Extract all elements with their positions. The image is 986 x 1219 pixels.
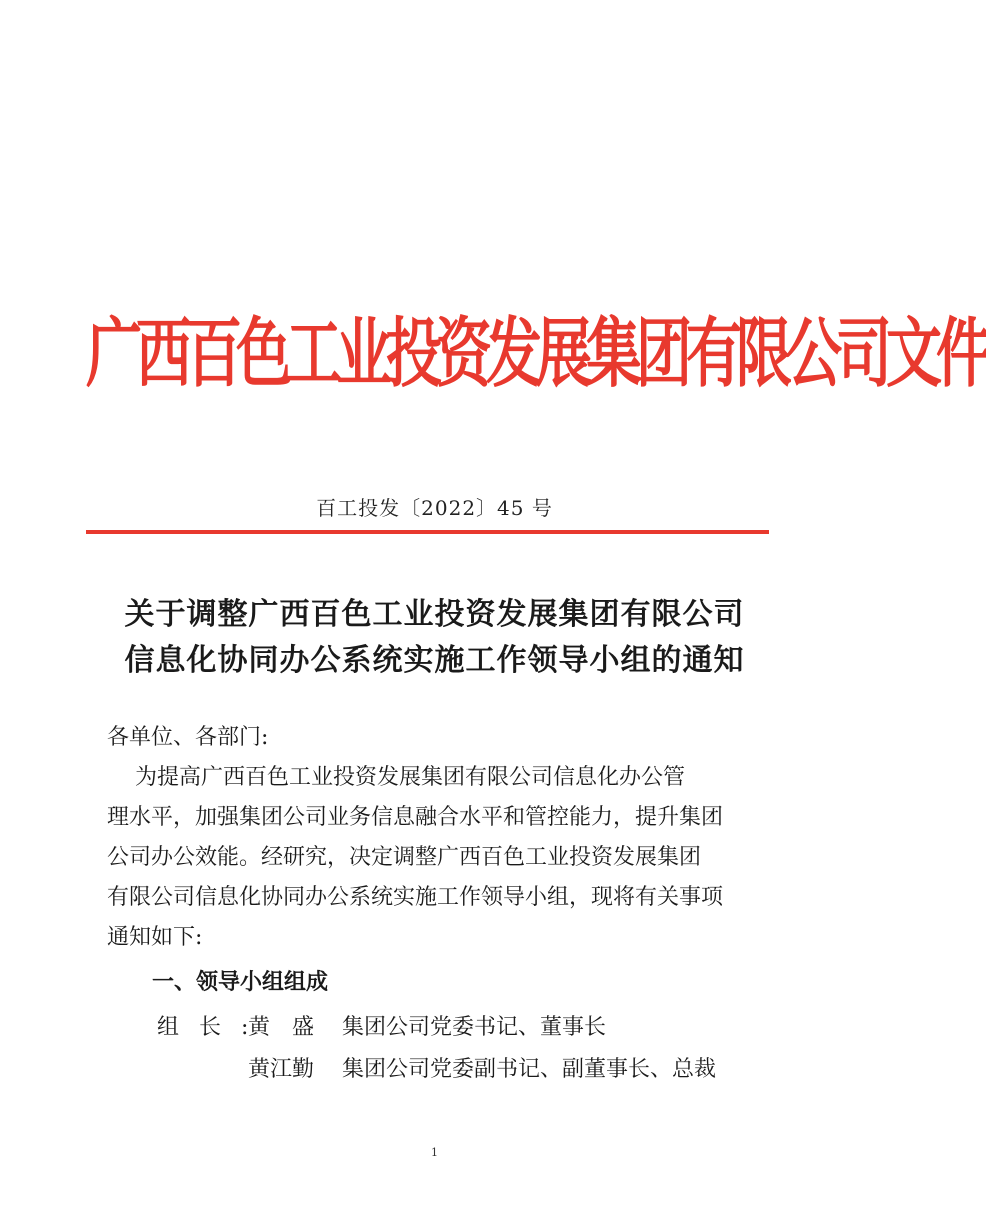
paragraph-line: 通知如下: [107, 925, 203, 950]
notice-title [0, 592, 869, 684]
paragraph-line: 有限公司信息化协同办公系统实施工作领导小组，现将有关事项 [107, 885, 724, 910]
red-divider-line [86, 530, 769, 534]
document-number: 百工投发〔2022〕45 号 [316, 496, 553, 520]
body-paragraph [107, 758, 767, 958]
member-position: 集团公司党委书记、董事长 [342, 1015, 607, 1040]
notice-title-line-2: 信息化协同办公系统实施工作领导小组的通知 [124, 643, 745, 678]
paragraph-line: 为提高广西百色工业投资发展集团有限公司信息化办公管 [107, 765, 685, 790]
paragraph-line: 理水平，加强集团公司业务信息融合水平和管控能力，提升集团 [107, 805, 724, 830]
role-label: 组长: [157, 1015, 269, 1040]
notice-title-line-1: 关于调整广西百色工业投资发展集团有限公司 [124, 597, 745, 632]
paragraph-line: 公司办公效能。经研究，决定调整广西百色工业投资发展集团 [107, 845, 702, 870]
letterhead-title: 广西百色工业投资发展集团有限公司文件 [86, 310, 986, 399]
member-name: 黄江勤 [248, 1057, 315, 1082]
salutation: 各单位、各部门: [107, 725, 269, 750]
section-heading-1: 一、领导小组组成 [152, 970, 329, 995]
page-number: 1 [431, 1146, 438, 1159]
member-position: 集团公司党委副书记、副董事长、总裁 [342, 1057, 717, 1082]
member-name: 黄盛 [248, 1015, 337, 1040]
